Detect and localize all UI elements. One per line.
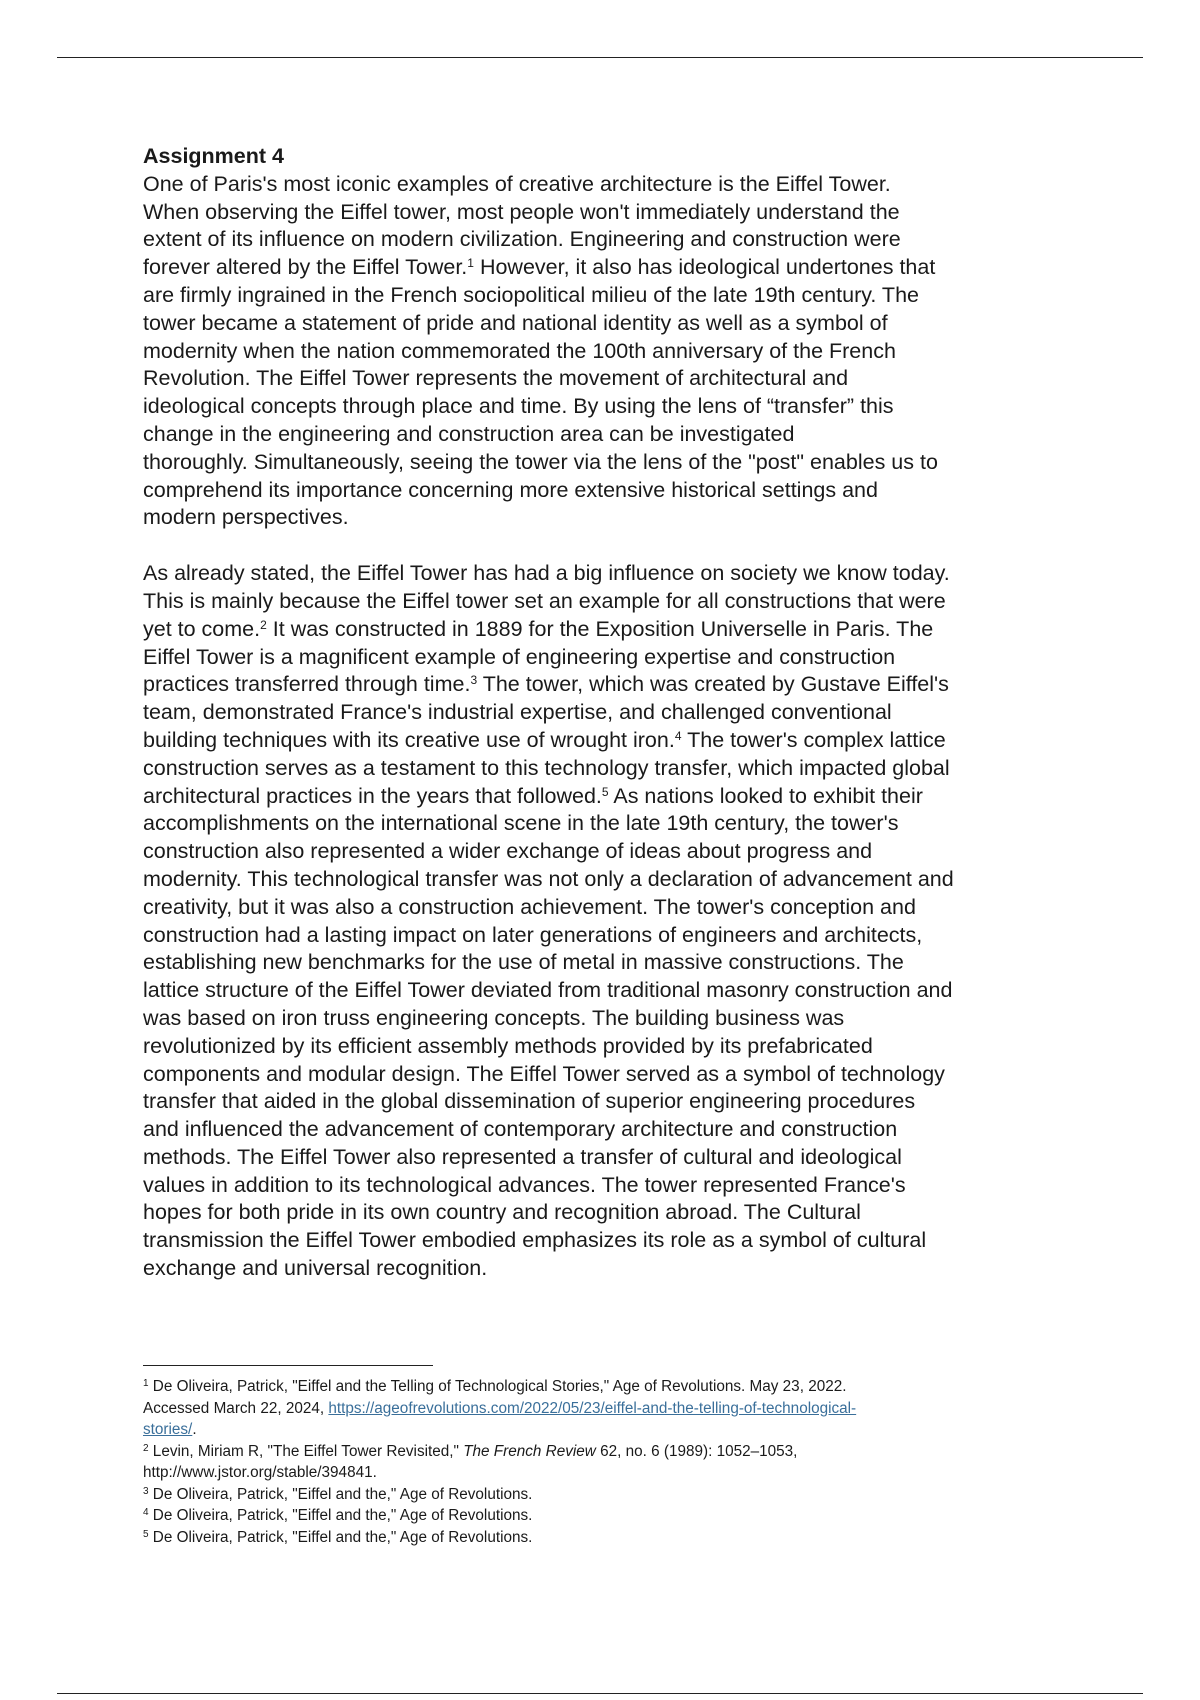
paragraph-line: ideological concepts through place and time. By using the lens of “transfer” this	[143, 394, 894, 419]
footnote-mark: 2	[143, 1442, 149, 1454]
footnote-text: De Oliveira, Patrick, "Eiffel and the," Age of Revolutions.	[148, 1507, 533, 1524]
paragraph-line: Revolution. The Eiffel Tower represents the movement of architectural and	[143, 366, 849, 391]
text-run: As nations looked to exhibit their	[608, 783, 923, 808]
footnote-separator	[143, 1365, 433, 1366]
paragraph-line: modernity when the nation commemorated the 100th anniversary of the French	[143, 338, 896, 363]
journal-title: The French Review	[463, 1442, 596, 1460]
footnote-link[interactable]: https://ageofrevolutions.com/2022/05/23/eiffel-and-the-telling-of-technological-	[328, 1399, 857, 1417]
paragraph-line: revolutionized by its efficient assembly methods provided by its prefabricated	[143, 1033, 873, 1058]
document-title: Assignment 4	[143, 144, 284, 168]
footnotes	[143, 1376, 1043, 1548]
footnote-mark: 3	[143, 1485, 149, 1497]
paragraph-1	[143, 171, 1063, 532]
footnote-line	[143, 1505, 1043, 1527]
text-run: building techniques with its creative use of wrought iron.	[143, 727, 675, 752]
paragraph-2	[143, 560, 1063, 1283]
footnote-mark: 1	[143, 1378, 149, 1389]
footnote-line	[143, 1376, 1043, 1398]
footnote-5	[143, 1527, 1043, 1549]
paragraph-line: As already stated, the Eiffel Tower has had a big influence on society we know today.	[143, 561, 950, 586]
footnote-line	[143, 1527, 1043, 1549]
footnote-mark: 5	[143, 1528, 149, 1540]
footnote-line	[143, 1441, 1043, 1463]
footnote-ref-2[interactable]: 2	[260, 617, 267, 632]
paragraph-line	[143, 254, 1063, 282]
text-run: yet to come.	[143, 616, 261, 641]
footnote-ref-3[interactable]: 3	[470, 673, 478, 688]
footnote-text: Accessed March 22, 2024,	[143, 1399, 329, 1417]
paragraph-line: and influenced the advancement of contemporary architecture and construction	[143, 1117, 898, 1142]
footnote-text: Levin, Miriam R, "The Eiffel Tower Revisited,"	[148, 1442, 464, 1460]
text-run: However, it also has ideological undertones that	[473, 255, 936, 280]
paragraph-line: Eiffel Tower is a magnificent example of engineering expertise and construction	[143, 644, 896, 669]
footnote-line: http://www.jstor.org/stable/394841.	[143, 1464, 377, 1481]
paragraph-line: One of Paris's most iconic examples of creative architecture is the Eiffel Tower.	[143, 171, 891, 196]
footnote-ref-4[interactable]: 4	[674, 728, 682, 743]
paragraph-line: transmission the Eiffel Tower embodied emphasizes its role as a symbol of cultural	[143, 1228, 927, 1253]
paragraph-line: tower became a statement of pride and national identity as well as a symbol of	[143, 310, 888, 335]
text-run: practices transferred through time.	[143, 672, 471, 697]
header-rule	[57, 57, 1143, 58]
paragraph-line: components and modular design. The Eiffel Tower served as a symbol of technology	[143, 1061, 945, 1086]
paragraph-line: This is mainly because the Eiffel tower set an example for all constructions that were	[143, 588, 946, 613]
paragraph-line: hopes for both pride in its own country and recognition abroad. The Cultural	[143, 1200, 861, 1225]
paragraph-line: methods. The Eiffel Tower also represented a transfer of cultural and ideological	[143, 1144, 902, 1169]
paragraph-line: creativity, but it was also a construction achievement. The tower's conception and	[143, 894, 916, 919]
footnote-ref-5[interactable]: 5	[601, 784, 609, 799]
paragraph-line	[143, 671, 1063, 699]
paragraph-line: transfer that aided in the global dissemination of superior engineering procedures	[143, 1089, 916, 1114]
paragraph-line: construction serves as a testament to this technology transfer, which impacted global	[143, 755, 950, 780]
paragraph-line: construction had a lasting impact on later generations of engineers and architects,	[143, 922, 923, 947]
footnote-text: De Oliveira, Patrick, "Eiffel and the," Age of Revolutions.	[148, 1528, 533, 1546]
paragraph-line: accomplishments on the international scene in the late 19th century, the tower's	[143, 811, 899, 836]
footnote-mark: 4	[143, 1507, 149, 1518]
footnote-4	[143, 1505, 1043, 1527]
text-run: The tower, which was created by Gustave Eiffel's	[477, 672, 949, 697]
paragraph-line	[143, 783, 1063, 811]
paragraph-line: change in the engineering and construction area can be investigated	[143, 421, 795, 446]
text-run: architectural practices in the years that followed.	[143, 783, 602, 808]
footer-rule	[57, 1693, 1143, 1694]
footnote-text: 62, no. 6 (1989): 1052–1053,	[595, 1442, 798, 1460]
paragraph-line	[143, 616, 1063, 644]
footnote-2	[143, 1441, 1043, 1484]
footnote-text: De Oliveira, Patrick, "Eiffel and the Telling of Technological Stories," Age of Revolutions. May 23, 2022.	[148, 1378, 847, 1395]
paragraph-gap	[143, 532, 1063, 560]
paragraph-line: exchange and universal recognition.	[143, 1256, 488, 1281]
paragraph-line	[143, 727, 1063, 755]
paragraph-line: team, demonstrated France's industrial expertise, and challenged conventional	[143, 700, 892, 725]
text-run: It was constructed in 1889 for the Exposition Universelle in Paris. The	[266, 616, 934, 641]
footnote-ref-1[interactable]: 1	[467, 256, 474, 271]
paragraph-line: are firmly ingrained in the French sociopolitical milieu of the late 19th century. The	[143, 282, 919, 307]
paragraph-line: comprehend its importance concerning more extensive historical settings and	[143, 477, 878, 502]
paragraph-line: values in addition to its technological advances. The tower represented France's	[143, 1172, 906, 1197]
footnote-3	[143, 1484, 1043, 1506]
document-body	[143, 143, 1063, 1283]
paragraph-line: extent of its influence on modern civilization. Engineering and construction were	[143, 227, 901, 252]
paragraph-line: thoroughly. Simultaneously, seeing the tower via the lens of the "post" enables us to	[143, 449, 938, 474]
footnote-1	[143, 1376, 1043, 1441]
footnote-text: De Oliveira, Patrick, "Eiffel and the," Age of Revolutions.	[148, 1485, 533, 1503]
footnote-line	[143, 1398, 1043, 1420]
paragraph-line: was based on iron truss engineering concepts. The building business was	[143, 1005, 845, 1030]
footnote-link-continued[interactable]: stories/	[143, 1421, 193, 1438]
paragraph-line: When observing the Eiffel tower, most people won't immediately understand the	[143, 199, 900, 224]
text-run: The tower's complex lattice	[681, 727, 946, 752]
footnote-line	[143, 1419, 1043, 1441]
paragraph-line: lattice structure of the Eiffel Tower deviated from traditional masonry construction and	[143, 978, 953, 1003]
paragraph-line: establishing new benchmarks for the use of metal in massive constructions. The	[143, 950, 904, 975]
paragraph-line: modernity. This technological transfer was not only a declaration of advancement and	[143, 866, 954, 891]
text-run: forever altered by the Eiffel Tower.	[143, 255, 468, 280]
footnote-line	[143, 1484, 1043, 1506]
paragraph-line: modern perspectives.	[143, 505, 349, 530]
paragraph-line: construction also represented a wider exchange of ideas about progress and	[143, 839, 873, 864]
footnote-text: .	[192, 1421, 197, 1438]
